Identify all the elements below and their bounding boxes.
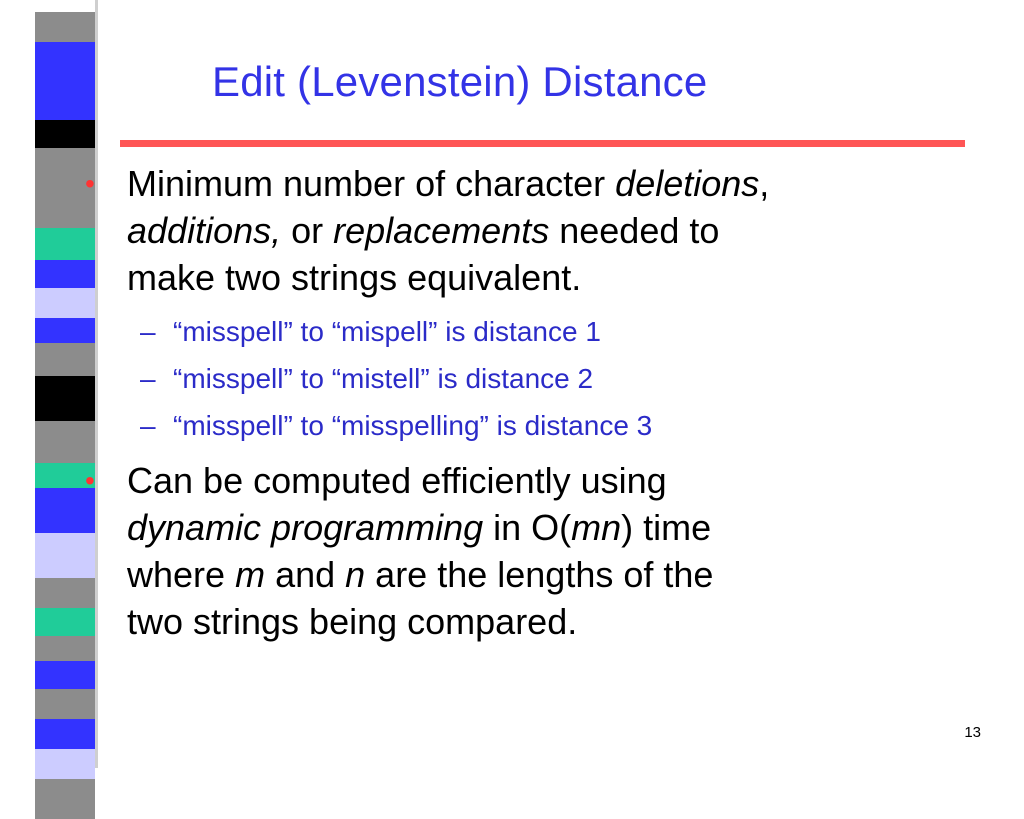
text-run-italic: additions, [127,210,282,251]
strip-block [35,0,95,12]
bullet-line [127,504,985,551]
page-number: 13 [964,724,981,741]
text-run: or [281,210,334,251]
text-run-italic: deletions [615,163,760,204]
sub-bullet-text: “misspell” to “mistell” is distance 2 [173,363,594,394]
sub-bullet-text: “misspell” to “misspelling” is distance 3 [173,410,653,441]
strip-block [35,779,95,819]
bullet-line: make two strings equivalent. [127,257,582,298]
strip-block [35,661,95,689]
bullet-line: two strings being compared. [127,601,578,642]
bullet-item-computation [85,457,985,645]
text-run-italic: m [235,554,266,595]
dash-icon: – [140,316,156,347]
bullet-item-definition [85,160,985,301]
text-run: Minimum number of character [127,163,616,204]
text-run-italic: mn [571,507,622,548]
text-run: and [265,554,346,595]
dash-icon: – [140,410,156,441]
bullet-line [127,207,985,254]
text-run-italic: n [345,554,366,595]
strip-block [35,12,95,42]
sub-bullet-example-1 [85,316,985,348]
text-run: needed to [549,210,720,251]
slide-content [85,160,985,645]
bullet-icon: • [85,465,95,496]
text-run-italic: dynamic programming [127,507,484,548]
sub-bullet-example-2 [85,363,985,395]
strip-block [35,719,95,749]
sub-bullet-example-3 [85,410,985,442]
sub-bullet-text: “misspell” to “mispell” is distance 1 [173,316,601,347]
bullet-line [127,160,985,207]
text-run: where [127,554,236,595]
strip-block [35,84,95,120]
strip-block [35,42,95,84]
text-run: ) time [621,507,712,548]
bullet-line: Can be computed efficiently using [127,460,667,501]
title-underline [120,140,965,147]
strip-block [35,120,95,148]
dash-icon: – [140,363,156,394]
text-run: are the lengths of the [365,554,714,595]
strip-block [35,689,95,719]
bullet-icon: • [85,168,95,199]
strip-block [35,749,95,779]
bullet-line [127,551,985,598]
slide-title: Edit (Levenstein) Distance [212,58,708,105]
text-run: , [759,163,770,204]
text-run: in O( [483,507,572,548]
text-run-italic: replacements [333,210,550,251]
